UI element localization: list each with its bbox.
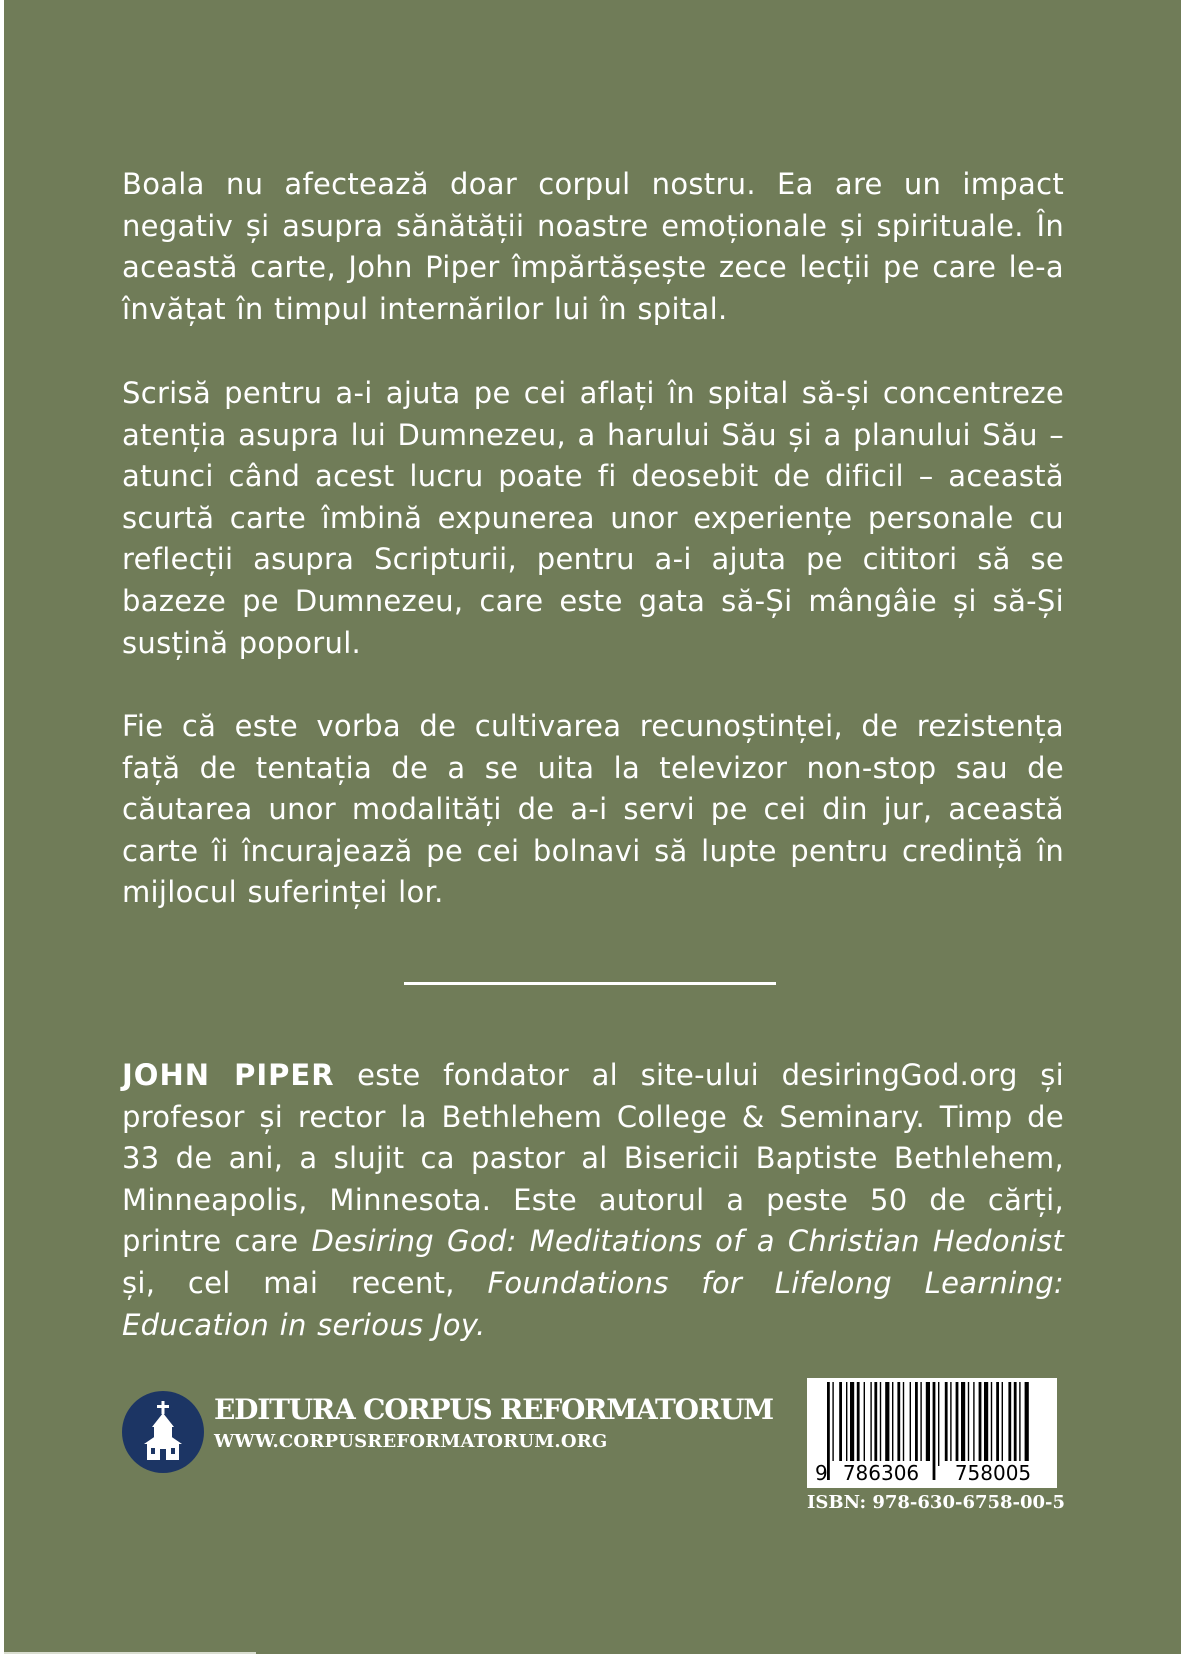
barcode-bar — [864, 1382, 865, 1466]
isbn-number: ISBN: 978-630-6758-00-5 — [807, 1492, 1066, 1513]
barcode-bar — [874, 1382, 877, 1466]
barcode-bar — [996, 1382, 999, 1466]
barcode-bar — [920, 1382, 921, 1466]
description-paragraph-3: Fie că este vorba de cultivarea recunoștinței, de rezistența față de tentația de a se uita la televizor non-stop sau de căutarea unor modalități de a-i servi pe cei din jur, această carte îi încurajează pe cei bolnavi să lupte pentru credință în mijlocul suferinței lor. — [122, 709, 1064, 910]
author-bio-text-2: și, cel mai recent, — [122, 1265, 488, 1300]
author-bio — [122, 1055, 1064, 1346]
barcode-bar — [945, 1382, 948, 1466]
barcode-bar — [938, 1382, 939, 1466]
barcode-bar — [950, 1382, 951, 1466]
barcode-bar — [1008, 1382, 1011, 1466]
publisher-url: WWW.CORPUSREFORMATORUM.ORG — [214, 1431, 608, 1452]
description-paragraph-2: Scrisă pentru a-i ajuta pe cei aflați în spital să-și concentreze atenția asupra lui Dumnezeu, a harului Său și a planului Său – atunci când acest lucru poate fi deosebit de dificil – această scurtă carte îmbină expunerea unor experiențe personale cu reflecții asupra Scripturii, pentru a-i ajuta pe cititori să se bazeze pe Dumnezeu, care este gata să-Și mângâie și să-Și susțină poporul. — [122, 376, 1064, 660]
barcode-bar — [956, 1382, 959, 1466]
book-back-cover — [4, 0, 1181, 1654]
barcode-bar — [850, 1382, 854, 1466]
barcode-bar — [857, 1382, 860, 1466]
barcode-bar — [991, 1382, 992, 1466]
isbn-barcode — [807, 1378, 1057, 1488]
barcode-bar — [961, 1382, 965, 1466]
barcode-bar — [1002, 1382, 1003, 1466]
barcode-bar — [979, 1382, 982, 1466]
barcode-bar — [892, 1382, 893, 1466]
barcode-bar — [885, 1382, 889, 1466]
church-icon — [122, 1391, 204, 1473]
description-paragraph-1: Boala nu afectează doar corpul nostru. Ea are un impact negativ și asupra sănătății noastre emoționale și spirituale. În această carte, John Piper împărtășește zece lecții pe care le-a învățat în timpul internărilor lui în spital. — [122, 167, 1064, 326]
barcode-bar — [880, 1382, 881, 1466]
barcode-bar — [1019, 1382, 1020, 1466]
barcode-bar — [968, 1382, 969, 1466]
barcode-bar — [1014, 1382, 1017, 1466]
book-title-2: Foundations for Lifelong Learning: Education in serious Joy. — [122, 1265, 1065, 1342]
publisher-name: EDITURA CORPUS REFORMATORUM — [214, 1393, 773, 1426]
author-name: JOHN PIPER — [122, 1058, 335, 1092]
barcode-bar — [846, 1382, 847, 1466]
barcode-bar — [915, 1382, 918, 1466]
book-title-1: Desiring God: Meditations of a Christian Hedonist — [311, 1224, 1065, 1259]
barcode-bar — [870, 1382, 871, 1466]
barcode-bar — [903, 1382, 904, 1466]
barcode-digit-first: 9 — [815, 1461, 828, 1485]
barcode-digits-left: 786306 — [831, 1461, 931, 1485]
barcode-bar — [984, 1382, 988, 1466]
barcode-bar — [897, 1382, 900, 1466]
barcode-bar — [973, 1382, 974, 1466]
barcode-bar — [1025, 1382, 1029, 1466]
author-bio-text-1: este fondator al site-ului desiringGod.org și profesor și rector la Bethlehem College & Seminary. Timp de 33 de ani, a slujit ca pastor al Bisericii Baptiste Bethlehem, Minneapolis, Minnesota. Este autorul a peste 50 de cărți, printre care — [122, 1058, 1064, 1259]
barcode-bar — [910, 1382, 911, 1466]
barcode-bar — [839, 1382, 842, 1466]
section-divider — [404, 982, 776, 985]
barcode-digits-right: 758005 — [943, 1461, 1043, 1485]
